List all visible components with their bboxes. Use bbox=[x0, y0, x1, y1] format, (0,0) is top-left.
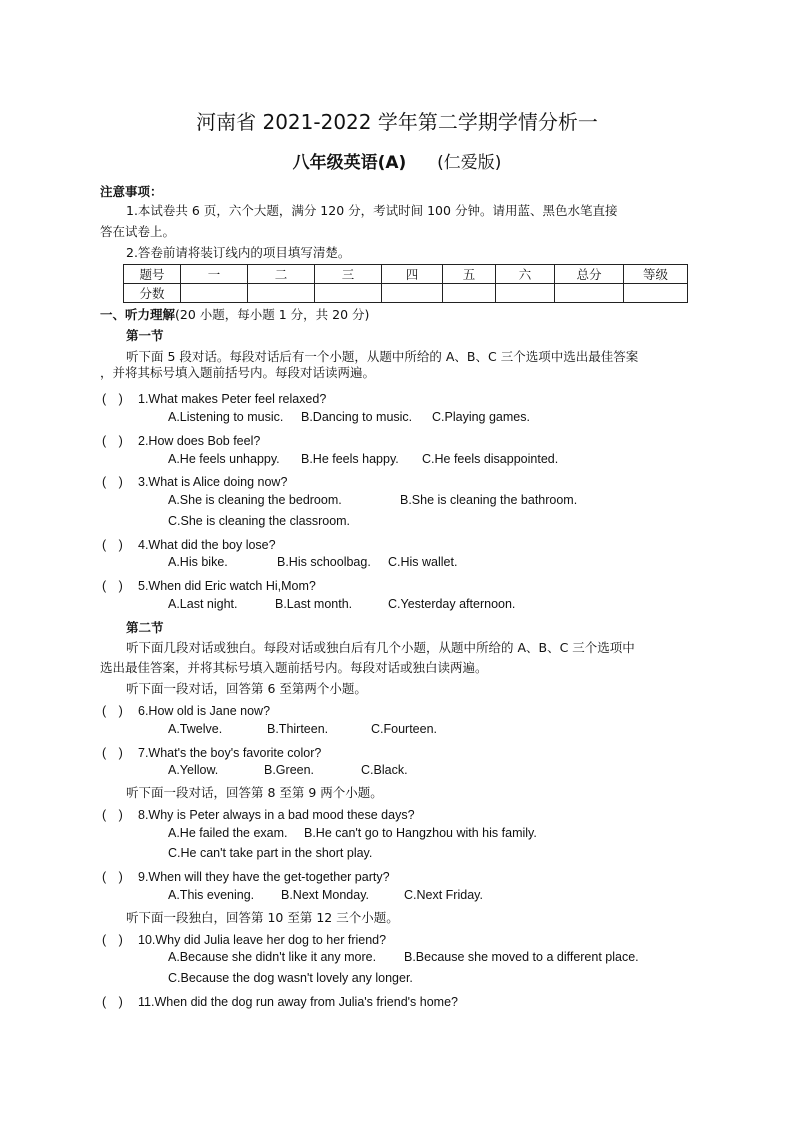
answer-bracket[interactable]: ( ) bbox=[102, 475, 123, 489]
answer-bracket[interactable]: ( ) bbox=[102, 933, 123, 947]
score-table-score-row bbox=[124, 284, 688, 303]
notice-item-2: 2.答卷前请将装订线内的项目填写清楚。 bbox=[126, 245, 351, 260]
option-a: A.He feels unhappy. bbox=[168, 452, 280, 466]
option-a: A.His bike. bbox=[168, 555, 228, 569]
part-1-instruction-cont: ，并将其标号填入题前括号内。每段对话读两遍。 bbox=[100, 365, 376, 380]
score-table-cell: 二 bbox=[248, 265, 315, 284]
notice-heading: 注意事项： bbox=[100, 184, 163, 199]
score-table-header-row bbox=[124, 265, 688, 284]
answer-bracket[interactable]: ( ) bbox=[102, 392, 123, 406]
answer-bracket[interactable]: ( ) bbox=[102, 995, 123, 1009]
score-table-cell: 等级 bbox=[624, 265, 688, 284]
question-3 bbox=[102, 472, 287, 490]
question-10-options-row1 bbox=[168, 950, 639, 964]
question-stem: 4.What did the boy lose? bbox=[138, 538, 276, 552]
question-4 bbox=[102, 535, 276, 553]
option-c: C.Because the dog wasn't lovely any longer. bbox=[168, 971, 413, 985]
question-stem: 2.How does Bob feel? bbox=[138, 434, 261, 448]
option-c: C.Black. bbox=[361, 763, 408, 777]
question-5 bbox=[102, 576, 316, 594]
question-stem: 3.What is Alice doing now? bbox=[138, 475, 288, 489]
notice-item-1-cont: 答在试卷上。 bbox=[100, 224, 176, 239]
option-a: A.She is cleaning the bedroom. bbox=[168, 493, 342, 507]
score-table-cell: 总分 bbox=[555, 265, 624, 284]
question-stem: 7.What's the boy's favorite color? bbox=[138, 746, 322, 760]
group-2-instruction: 听下面一段对话，回答第 8 至第 9 两个小题。 bbox=[126, 785, 383, 800]
score-input-cell[interactable] bbox=[248, 284, 315, 303]
section-1-desc: (20 小题，每小题 1 分，共 20 分) bbox=[175, 307, 370, 322]
option-a: A.Yellow. bbox=[168, 763, 219, 777]
option-b: B.Because she moved to a different place. bbox=[404, 950, 639, 964]
option-a: A.Last night. bbox=[168, 597, 238, 611]
option-c: C.Fourteen. bbox=[371, 722, 438, 736]
answer-bracket[interactable]: ( ) bbox=[102, 538, 123, 552]
option-c: C.She is cleaning the classroom. bbox=[168, 514, 351, 528]
question-stem: 8.Why is Peter always in a bad mood these days? bbox=[138, 808, 415, 822]
question-1-options bbox=[168, 410, 530, 424]
part-1-heading: 第一节 bbox=[126, 328, 164, 343]
score-input-cell[interactable] bbox=[555, 284, 624, 303]
score-input-cell[interactable] bbox=[181, 284, 248, 303]
option-b: B.He can't go to Hangzhou with his family. bbox=[304, 826, 537, 840]
option-b: B.His schoolbag. bbox=[277, 555, 371, 569]
answer-bracket[interactable]: ( ) bbox=[102, 434, 123, 448]
score-table-cell: 四 bbox=[382, 265, 443, 284]
page-title: 河南省 2021-2022 学年第二学期学情分析一 bbox=[196, 110, 598, 134]
group-3-instruction: 听下面一段独白，回答第 10 至第 12 三个小题。 bbox=[126, 910, 399, 925]
answer-bracket[interactable]: ( ) bbox=[102, 579, 123, 593]
option-c: C.His wallet. bbox=[388, 555, 458, 569]
question-3-options-row1 bbox=[168, 493, 577, 507]
answer-bracket[interactable]: ( ) bbox=[102, 746, 123, 760]
question-7-options bbox=[168, 763, 408, 777]
score-table bbox=[123, 264, 688, 303]
score-table-cell: 五 bbox=[443, 265, 496, 284]
notice-item-1: 1.本试卷共 6 页，六个大题，满分 120 分，考试时间 100 分钟。请用蓝、黑色水笔直接 bbox=[126, 203, 618, 218]
score-table-cell: 三 bbox=[315, 265, 382, 284]
question-stem: 9.When will they have the get-together party? bbox=[138, 870, 390, 884]
score-table-row-label: 分数 bbox=[124, 284, 181, 303]
score-input-cell[interactable] bbox=[382, 284, 443, 303]
score-table-cell: 一 bbox=[181, 265, 248, 284]
question-2 bbox=[102, 431, 260, 449]
question-stem: 5.When did Eric watch Hi,Mom? bbox=[138, 579, 316, 593]
question-7 bbox=[102, 743, 321, 761]
score-table-cell: 六 bbox=[496, 265, 555, 284]
question-8-options-row2 bbox=[168, 846, 372, 860]
question-5-options bbox=[168, 597, 515, 611]
score-table-cell: 题号 bbox=[124, 265, 181, 284]
option-a: A.He failed the exam. bbox=[168, 826, 288, 840]
question-8 bbox=[102, 805, 415, 823]
option-a: A.Because she didn't like it any more. bbox=[168, 950, 377, 964]
subtitle-edition: (仁爱版) bbox=[437, 153, 502, 173]
answer-bracket[interactable]: ( ) bbox=[102, 704, 123, 718]
question-6-options bbox=[168, 722, 437, 736]
option-c: C.He feels disappointed. bbox=[422, 452, 559, 466]
question-stem: 1.What makes Peter feel relaxed? bbox=[138, 392, 327, 406]
question-11 bbox=[102, 992, 458, 1010]
question-stem: 11.When did the dog run away from Julia's friend's home? bbox=[138, 995, 458, 1009]
part-1-instruction: 听下面 5 段对话。每段对话后有一个小题，从题中所给的 A、B、C 三个选项中选出最佳答案 bbox=[126, 349, 639, 364]
question-10-options-row2 bbox=[168, 971, 413, 985]
page-subtitle bbox=[0, 148, 794, 173]
part-2-instruction: 听下面几段对话或独白。每段对话或独白后有几个小题，从题中所给的 A、B、C 三个选项中 bbox=[126, 640, 635, 655]
option-b: B.Green. bbox=[264, 763, 315, 777]
option-b: B.Last month. bbox=[275, 597, 353, 611]
option-c: C.He can't take part in the short play. bbox=[168, 846, 373, 860]
section-1-label: 一、听力理解 bbox=[100, 307, 176, 322]
question-9 bbox=[102, 867, 390, 885]
option-a: A.Twelve. bbox=[168, 722, 223, 736]
question-6 bbox=[102, 701, 270, 719]
option-b: B.Next Monday. bbox=[281, 888, 370, 902]
option-b: B.Thirteen. bbox=[267, 722, 329, 736]
score-input-cell[interactable] bbox=[496, 284, 555, 303]
question-10 bbox=[102, 930, 386, 948]
score-input-cell[interactable] bbox=[315, 284, 382, 303]
question-stem: 10.Why did Julia leave her dog to her friend? bbox=[138, 933, 387, 947]
score-input-cell[interactable] bbox=[624, 284, 688, 303]
answer-bracket[interactable]: ( ) bbox=[102, 870, 123, 884]
option-a: A.Listening to music. bbox=[168, 410, 284, 424]
option-c: C.Playing games. bbox=[432, 410, 530, 424]
section-1-heading bbox=[100, 305, 369, 323]
score-input-cell[interactable] bbox=[443, 284, 496, 303]
option-c: C.Yesterday afternoon. bbox=[388, 597, 516, 611]
subtitle-main: 八年级英语(A) bbox=[292, 153, 407, 173]
group-1-instruction: 听下面一段对话，回答第 6 至第两个小题。 bbox=[126, 681, 367, 696]
answer-bracket[interactable]: ( ) bbox=[102, 808, 123, 822]
part-2-instruction-cont: 选出最佳答案，并将其标号填入题前括号内。每段对话或独白读两遍。 bbox=[100, 660, 488, 675]
option-b: B.He feels happy. bbox=[301, 452, 399, 466]
question-3-options-row2 bbox=[168, 514, 350, 528]
part-2-heading: 第二节 bbox=[126, 620, 164, 635]
question-8-options-row1 bbox=[168, 826, 537, 840]
question-1 bbox=[102, 389, 326, 407]
option-b: B.She is cleaning the bathroom. bbox=[400, 493, 578, 507]
question-2-options bbox=[168, 452, 558, 466]
question-4-options bbox=[168, 555, 457, 569]
question-stem: 6.How old is Jane now? bbox=[138, 704, 271, 718]
option-c: C.Next Friday. bbox=[404, 888, 483, 902]
question-9-options bbox=[168, 888, 483, 902]
option-a: A.This evening. bbox=[168, 888, 255, 902]
option-b: B.Dancing to music. bbox=[301, 410, 413, 424]
